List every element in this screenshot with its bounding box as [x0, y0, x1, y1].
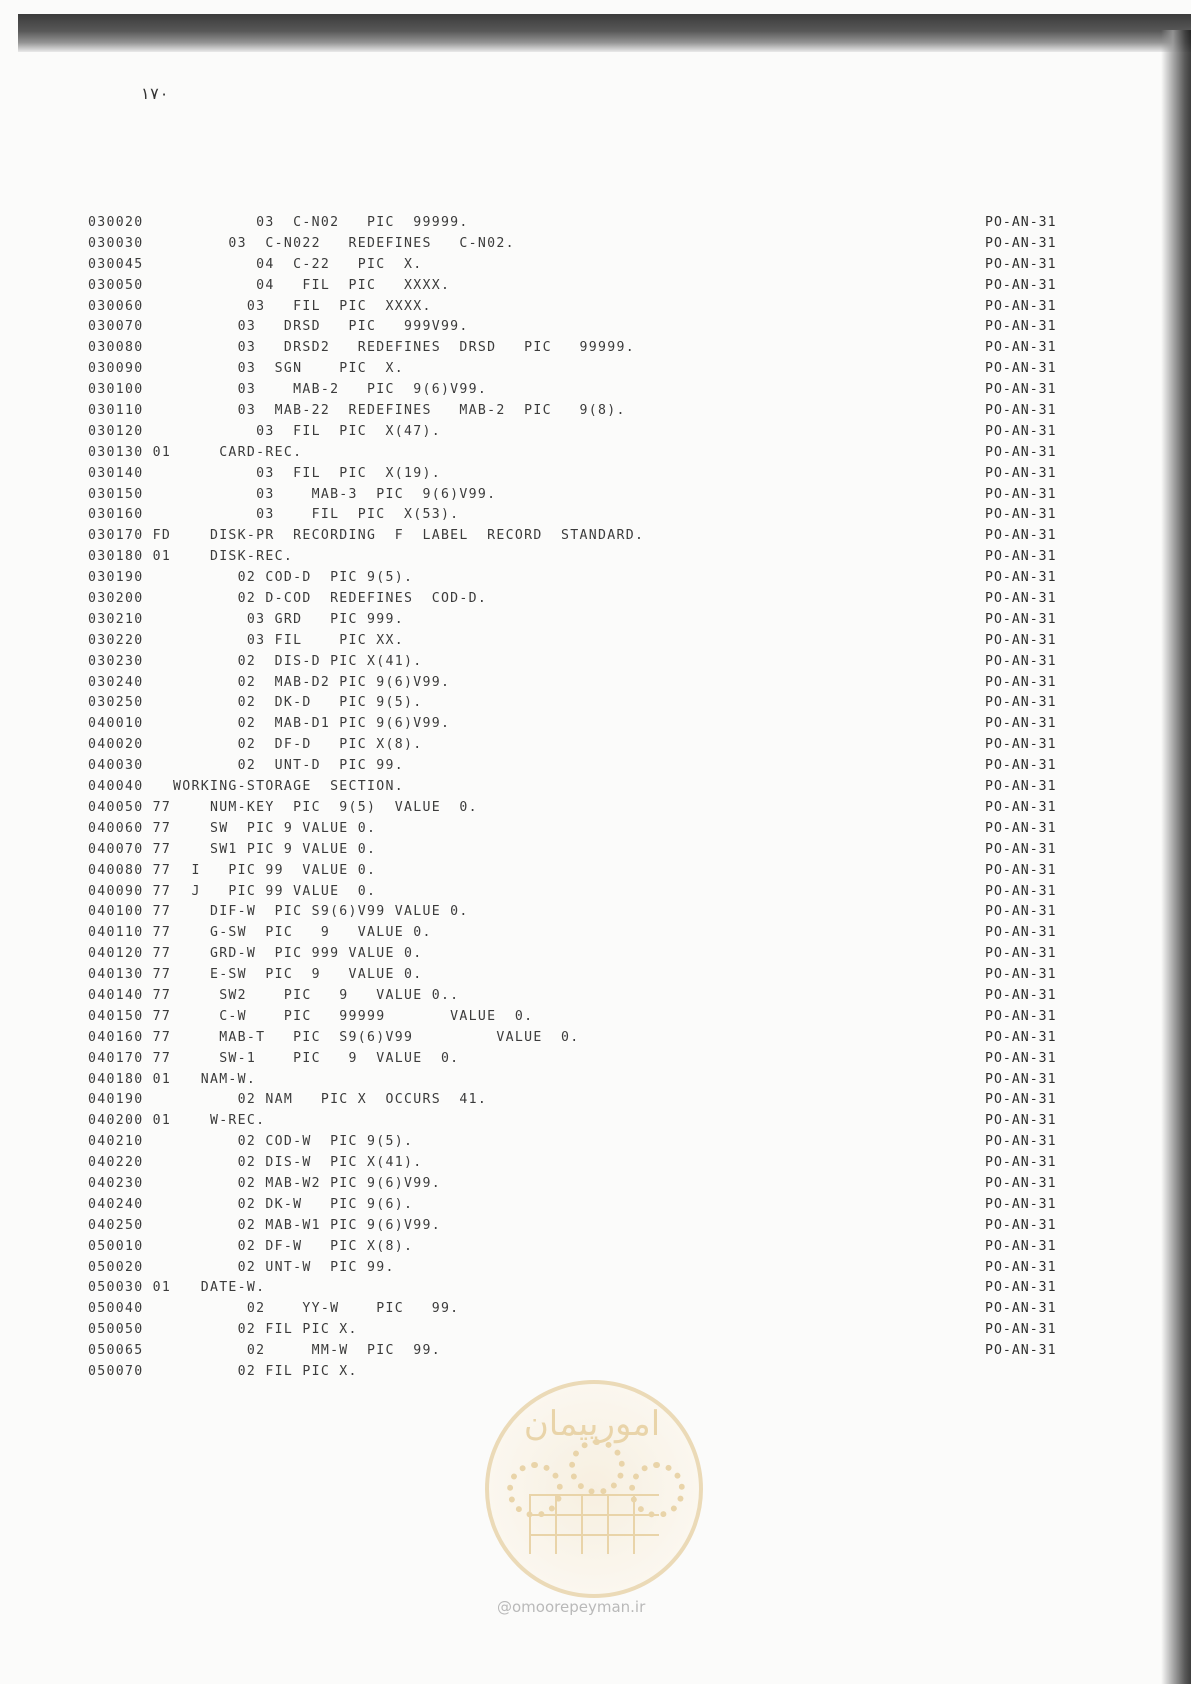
code-line [88, 568, 644, 589]
code-text: E-SW PIC 9 VALUE 0. [173, 967, 423, 983]
cobol-listing [88, 213, 644, 1383]
program-id-tag: PO-AN-31 [985, 1259, 1057, 1275]
code-text: 03 FIL PIC X(53). [173, 507, 460, 523]
code-line [88, 443, 644, 464]
code-line [88, 735, 644, 756]
code-text: 03 DRSD PIC 999V99. [173, 319, 469, 335]
code-line [88, 1195, 644, 1216]
sequence-number: 050030 01 [88, 1280, 172, 1296]
watermark-script: امورپیمان [523, 1404, 661, 1444]
code-text: 02 DF-D PIC X(8). [173, 737, 423, 753]
code-line [88, 798, 644, 819]
code-text: DATE-W. [173, 1280, 266, 1296]
sequence-number: 030100 [88, 382, 144, 398]
sequence-number: 030250 [88, 695, 144, 711]
code-text: 02 FIL PIC X. [173, 1363, 358, 1379]
code-line [88, 1028, 644, 1049]
code-text: MAB-T PIC S9(6)V99 VALUE 0. [173, 1029, 580, 1045]
code-line [88, 276, 644, 297]
program-id-tag: PO-AN-31 [985, 695, 1057, 711]
code-line [88, 756, 644, 777]
sequence-number: 030180 01 [88, 549, 172, 565]
sequence-number: 040250 [88, 1217, 144, 1233]
program-id-tag: PO-AN-31 [985, 716, 1057, 732]
code-line [88, 965, 644, 986]
sequence-number: 030140 [88, 465, 144, 481]
program-id-tag: PO-AN-31 [985, 904, 1057, 920]
code-line [88, 1174, 644, 1195]
code-text: NUM-KEY PIC 9(5) VALUE 0. [173, 799, 478, 815]
sequence-number: 030050 [88, 277, 144, 293]
scan-right-edge [1161, 30, 1191, 1684]
sequence-number: 030130 01 [88, 444, 172, 460]
sequence-number: 030120 [88, 423, 144, 439]
program-id-tag: PO-AN-31 [985, 215, 1057, 230]
sequence-number: 040110 77 [88, 925, 172, 941]
code-line [88, 338, 644, 359]
code-text: DIF-W PIC S9(6)V99 VALUE 0. [173, 904, 469, 920]
page-number: ۱۷۰ [140, 84, 169, 103]
code-text: 02 COD-D PIC 9(5). [173, 570, 414, 586]
code-text: 02 NAM PIC X OCCURS 41. [173, 1092, 488, 1108]
code-text: 02 YY-W PIC 99. [173, 1301, 460, 1317]
program-id-tag: PO-AN-31 [985, 862, 1057, 878]
code-text: 02 MAB-D1 PIC 9(6)V99. [173, 716, 451, 732]
program-id-tag: PO-AN-31 [985, 486, 1057, 502]
sequence-number: 040200 01 [88, 1113, 172, 1129]
watermark-url: @omoorepeyman.ir [497, 1598, 646, 1616]
code-line [88, 1216, 644, 1237]
program-id-tag: PO-AN-31 [985, 1029, 1057, 1045]
watermark-seal [485, 1380, 703, 1598]
code-text: I PIC 99 VALUE 0. [173, 862, 377, 878]
sequence-number: 030110 [88, 403, 144, 419]
sequence-number: 030070 [88, 319, 144, 335]
code-line [88, 255, 644, 276]
sequence-number: 030080 [88, 340, 144, 356]
code-line [88, 631, 644, 652]
program-id-tag: PO-AN-31 [985, 1343, 1057, 1359]
sequence-number: 040220 [88, 1155, 144, 1171]
sequence-number: 040120 77 [88, 946, 172, 962]
code-text: G-SW PIC 9 VALUE 0. [173, 925, 432, 941]
code-line [88, 777, 644, 798]
program-id-tag: PO-AN-31 [985, 987, 1057, 1003]
sequence-number: 040100 77 [88, 904, 172, 920]
code-text: 02 DK-D PIC 9(5). [173, 695, 423, 711]
code-text: DISK-PR RECORDING F LABEL RECORD STANDARD. [173, 528, 645, 544]
code-text: 02 MM-W PIC 99. [173, 1343, 441, 1359]
code-line [88, 505, 644, 526]
code-text: 02 MAB-W2 PIC 9(6)V99. [173, 1175, 441, 1191]
sequence-number: 050050 [88, 1322, 144, 1338]
program-id-tag: PO-AN-31 [985, 1217, 1057, 1233]
code-text: 03 FIL PIC X(47). [173, 423, 441, 439]
code-line [88, 1132, 644, 1153]
sequence-number: 040140 77 [88, 987, 172, 1003]
code-line [88, 944, 644, 965]
code-text: 03 DRSD2 REDEFINES DRSD PIC 99999. [173, 340, 635, 356]
sequence-number: 040020 [88, 737, 144, 753]
code-text: 03 SGN PIC X. [173, 361, 404, 377]
program-id-tag: PO-AN-31 [985, 1071, 1057, 1087]
sequence-number: 050070 [88, 1363, 144, 1379]
program-id-tag: PO-AN-31 [985, 1238, 1057, 1254]
code-line [88, 819, 644, 840]
code-line [88, 1299, 644, 1320]
code-line [88, 902, 644, 923]
sequence-number: 040160 77 [88, 1029, 172, 1045]
program-id-tag: PO-AN-31 [985, 298, 1057, 314]
code-line [88, 234, 644, 255]
code-line [88, 547, 644, 568]
code-line [88, 923, 644, 944]
code-text: 02 DIS-W PIC X(41). [173, 1155, 423, 1171]
program-id-tag: PO-AN-31 [985, 1134, 1057, 1150]
code-text: 02 UNT-W PIC 99. [173, 1259, 395, 1275]
program-id-tag: PO-AN-31 [985, 403, 1057, 419]
program-id-tag: PO-AN-31 [985, 674, 1057, 690]
code-line [88, 297, 644, 318]
code-line [88, 485, 644, 506]
code-line [88, 1320, 644, 1341]
sequence-number: 030220 [88, 632, 144, 648]
code-line [88, 673, 644, 694]
sequence-number: 030020 [88, 215, 144, 230]
code-line [88, 840, 644, 861]
sequence-number: 040060 77 [88, 820, 172, 836]
code-line [88, 714, 644, 735]
sequence-number: 040210 [88, 1134, 144, 1150]
code-text: NAM-W. [173, 1071, 257, 1087]
code-text: GRD-W PIC 999 VALUE 0. [173, 946, 423, 962]
program-id-tag: PO-AN-31 [985, 549, 1057, 565]
code-line [88, 213, 644, 234]
sequence-number: 040130 77 [88, 967, 172, 983]
program-id-tag: PO-AN-31 [985, 423, 1057, 439]
sequence-number: 040040 [88, 779, 144, 795]
program-id-tag: PO-AN-31 [985, 1301, 1057, 1317]
program-id-tag: PO-AN-31 [985, 1155, 1057, 1171]
code-text: 02 DIS-D PIC X(41). [173, 653, 423, 669]
sequence-number: 030190 [88, 570, 144, 586]
code-line [88, 986, 644, 1007]
sequence-number: 050065 [88, 1343, 144, 1359]
gear-icon [569, 1439, 625, 1495]
code-text: SW-1 PIC 9 VALUE 0. [173, 1050, 460, 1066]
program-id-tag: PO-AN-31 [985, 925, 1057, 941]
program-id-tag: PO-AN-31 [985, 967, 1057, 983]
code-line [88, 1341, 644, 1362]
code-line [88, 401, 644, 422]
code-text: 03 GRD PIC 999. [173, 611, 404, 627]
program-id-tag: PO-AN-31 [985, 946, 1057, 962]
code-line [88, 1362, 644, 1383]
code-text: 02 UNT-D PIC 99. [173, 758, 404, 774]
sequence-number: 040180 01 [88, 1071, 172, 1087]
program-id-tag: PO-AN-31 [985, 591, 1057, 607]
code-line [88, 1007, 644, 1028]
code-line [88, 359, 644, 380]
code-line [88, 1237, 644, 1258]
code-text: 02 MAB-D2 PIC 9(6)V99. [173, 674, 451, 690]
program-id-tag: PO-AN-31 [985, 1175, 1057, 1191]
code-line [88, 464, 644, 485]
code-text: 02 FIL PIC X. [173, 1322, 358, 1338]
program-id-tag: PO-AN-31 [985, 1322, 1057, 1338]
sequence-number: 040150 77 [88, 1008, 172, 1024]
program-id-tag: PO-AN-31 [985, 883, 1057, 899]
sequence-number: 030060 [88, 298, 144, 314]
sequence-number: 040240 [88, 1196, 144, 1212]
code-text: C-W PIC 99999 VALUE 0. [173, 1008, 534, 1024]
program-id-tag: PO-AN-31 [985, 382, 1057, 398]
program-id-tag: PO-AN-31 [985, 737, 1057, 753]
code-line [88, 422, 644, 443]
program-id-tag: PO-AN-31 [985, 841, 1057, 857]
program-id-tag: PO-AN-31 [985, 361, 1057, 377]
program-id-tag: PO-AN-31 [985, 758, 1057, 774]
sequence-number: 040070 77 [88, 841, 172, 857]
program-id-tag: PO-AN-31 [985, 779, 1057, 795]
code-text: 02 MAB-W1 PIC 9(6)V99. [173, 1217, 441, 1233]
code-text: CARD-REC. [173, 444, 303, 460]
program-id-tag: PO-AN-31 [985, 528, 1057, 544]
code-text: 03 MAB-22 REDEFINES MAB-2 PIC 9(8). [173, 403, 626, 419]
program-id-tag: PO-AN-31 [985, 1280, 1057, 1296]
scan-top-shadow [18, 14, 1191, 52]
code-line [88, 882, 644, 903]
program-id-tag: PO-AN-31 [985, 465, 1057, 481]
code-text: 03 MAB-2 PIC 9(6)V99. [173, 382, 488, 398]
sequence-number: 040080 77 [88, 862, 172, 878]
sequence-number: 040030 [88, 758, 144, 774]
program-id-tag: PO-AN-31 [985, 1050, 1057, 1066]
program-id-tag: PO-AN-31 [985, 570, 1057, 586]
code-text: SW PIC 9 VALUE 0. [173, 820, 377, 836]
program-id-tag: PO-AN-31 [985, 1008, 1057, 1024]
sequence-number: 030160 [88, 507, 144, 523]
sequence-number: 030170 FD [88, 528, 172, 544]
program-id-tag: PO-AN-31 [985, 256, 1057, 272]
code-line [88, 1111, 644, 1132]
code-text: 03 FIL PIC XX. [173, 632, 404, 648]
code-line [88, 1153, 644, 1174]
program-id-tag: PO-AN-31 [985, 653, 1057, 669]
program-id-tag: PO-AN-31 [985, 632, 1057, 648]
code-text: DISK-REC. [173, 549, 294, 565]
code-line [88, 1070, 644, 1091]
code-line [88, 589, 644, 610]
code-text: 03 C-N022 REDEFINES C-N02. [173, 235, 515, 251]
code-line [88, 652, 644, 673]
program-id-column [985, 213, 1057, 1362]
program-id-tag: PO-AN-31 [985, 277, 1057, 293]
code-text: W-REC. [173, 1113, 266, 1129]
sequence-number: 030030 [88, 235, 144, 251]
code-text: 03 FIL PIC XXXX. [173, 298, 432, 314]
sequence-number: 050040 [88, 1301, 144, 1317]
code-line [88, 1258, 644, 1279]
code-line [88, 610, 644, 631]
program-id-tag: PO-AN-31 [985, 1196, 1057, 1212]
code-line [88, 1049, 644, 1070]
program-id-tag: PO-AN-31 [985, 611, 1057, 627]
code-text: SW1 PIC 9 VALUE 0. [173, 841, 377, 857]
sequence-number: 030045 [88, 256, 144, 272]
code-text: 03 C-N02 PIC 99999. [173, 215, 469, 230]
code-line [88, 317, 644, 338]
code-line [88, 1090, 644, 1111]
sequence-number: 050010 [88, 1238, 144, 1254]
code-text: J PIC 99 VALUE 0. [173, 883, 377, 899]
code-text: 02 DK-W PIC 9(6). [173, 1196, 414, 1212]
sequence-number: 040190 [88, 1092, 144, 1108]
code-line [88, 380, 644, 401]
program-id-tag: PO-AN-31 [985, 507, 1057, 523]
sequence-number: 030230 [88, 653, 144, 669]
sequence-number: 030240 [88, 674, 144, 690]
program-id-tag: PO-AN-31 [985, 1113, 1057, 1129]
code-text: SW2 PIC 9 VALUE 0.. [173, 987, 460, 1003]
code-line [88, 1278, 644, 1299]
sequence-number: 030150 [88, 486, 144, 502]
code-text: 04 C-22 PIC X. [173, 256, 423, 272]
sequence-number: 040050 77 [88, 799, 172, 815]
program-id-tag: PO-AN-31 [985, 1092, 1057, 1108]
sequence-number: 040230 [88, 1175, 144, 1191]
grid-icon [529, 1494, 659, 1554]
program-id-tag: PO-AN-31 [985, 820, 1057, 836]
code-text: 03 FIL PIC X(19). [173, 465, 441, 481]
code-text: 04 FIL PIC XXXX. [173, 277, 451, 293]
sequence-number: 040010 [88, 716, 144, 732]
code-text: 02 DF-W PIC X(8). [173, 1238, 414, 1254]
sequence-number: 040170 77 [88, 1050, 172, 1066]
program-id-tag: PO-AN-31 [985, 235, 1057, 251]
code-text: 03 MAB-3 PIC 9(6)V99. [173, 486, 497, 502]
program-id-tag: PO-AN-31 [985, 799, 1057, 815]
program-id-tag: PO-AN-31 [985, 340, 1057, 356]
code-line [88, 861, 644, 882]
code-text: WORKING-STORAGE SECTION. [173, 779, 404, 795]
sequence-number: 030200 [88, 591, 144, 607]
program-id-tag: PO-AN-31 [985, 444, 1057, 460]
sequence-number: 050020 [88, 1259, 144, 1275]
code-text: 02 D-COD REDEFINES COD-D. [173, 591, 488, 607]
code-line [88, 526, 644, 547]
code-text: 02 COD-W PIC 9(5). [173, 1134, 414, 1150]
sequence-number: 030090 [88, 361, 144, 377]
program-id-tag: PO-AN-31 [985, 319, 1057, 335]
sequence-number: 040090 77 [88, 883, 172, 899]
code-line [88, 693, 644, 714]
sequence-number: 030210 [88, 611, 144, 627]
